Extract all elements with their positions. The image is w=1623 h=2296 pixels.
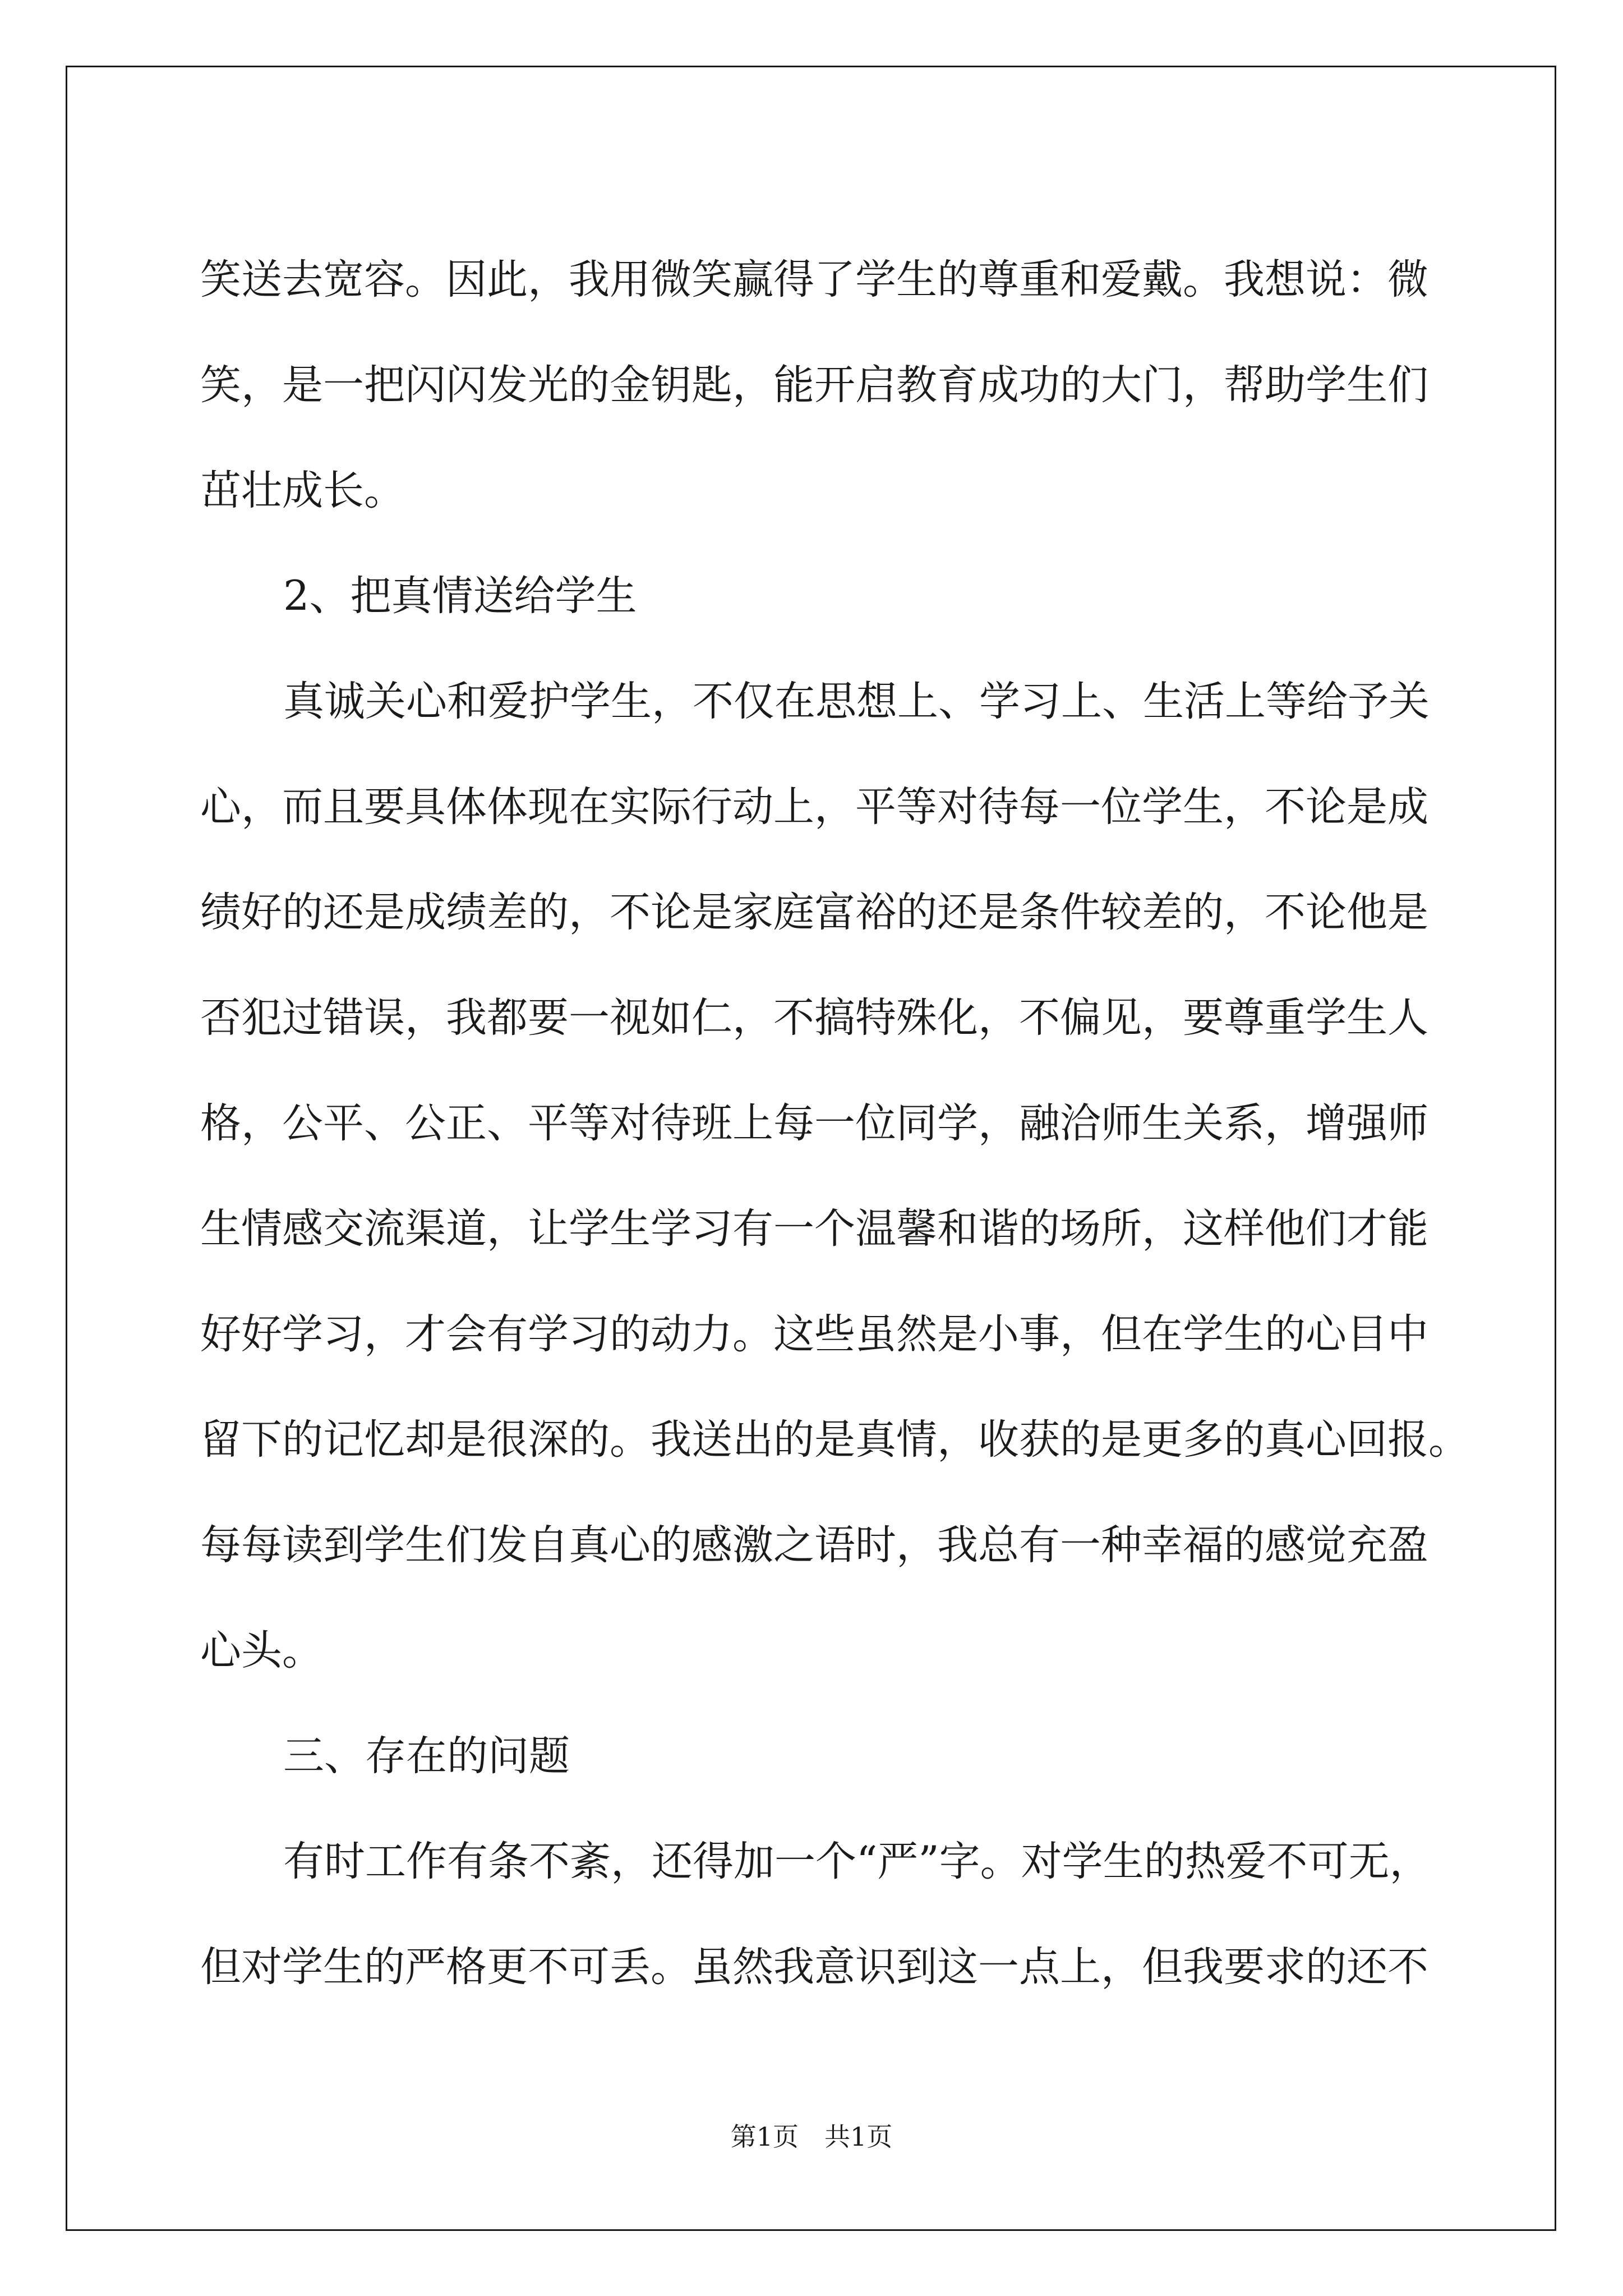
paragraph-line: 心，而且要具体体现在实际行动上，平等对待每一位学生，不论是成 bbox=[200, 783, 1428, 831]
paragraph-line: 但对学生的严格更不可丢。虽然我意识到这一点上，但我要求的还不 bbox=[200, 1943, 1428, 1991]
paragraph-line: 笑送去宽容。因此，我用微笑赢得了学生的尊重和爱戴。我想说：微 bbox=[200, 256, 1428, 303]
paragraph-line: 留下的记忆却是很深的。我送出的是真情，收获的是更多的真心回报。 bbox=[200, 1416, 1469, 1464]
section-heading: 2、把真情送给学生 bbox=[283, 572, 637, 620]
paragraph-line: 好好学习，才会有学习的动力。这些虽然是小事，但在学生的心目中 bbox=[200, 1310, 1428, 1358]
paragraph-line: 每每读到学生们发自真心的感激之语时，我总有一种幸福的感觉充盈 bbox=[200, 1521, 1428, 1569]
paragraph-line: 心头。 bbox=[200, 1627, 323, 1674]
paragraph-line: 有时工作有条不紊，还得加一个“严”字。对学生的热爱不可无， bbox=[283, 1838, 1431, 1885]
paragraph-line: 笑，是一把闪闪发光的金钥匙，能开启教育成功的大门，帮助学生们 bbox=[200, 361, 1428, 409]
page-footer: 第1页 共1页 bbox=[730, 2122, 893, 2152]
paragraph-line: 生情感交流渠道，让学生学习有一个温馨和谐的场所，这样他们才能 bbox=[200, 1205, 1428, 1253]
paragraph-line: 否犯过错误，我都要一视如仁，不搞特殊化，不偏见，要尊重学生人 bbox=[200, 994, 1428, 1042]
paragraph-line: 格，公平、公正、平等对待班上每一位同学，融洽师生关系，增强师 bbox=[200, 1099, 1428, 1147]
paragraph-line: 真诚关心和爱护学生，不仅在思想上、学习上、生活上等给予关 bbox=[283, 678, 1430, 725]
section-heading: 三、存在的问题 bbox=[283, 1732, 570, 1780]
paragraph-line: 绩好的还是成绩差的，不论是家庭富裕的还是条件较差的，不论他是 bbox=[200, 889, 1428, 936]
paragraph-line: 茁壮成长。 bbox=[200, 467, 405, 514]
document-body bbox=[200, 227, 1469, 2020]
